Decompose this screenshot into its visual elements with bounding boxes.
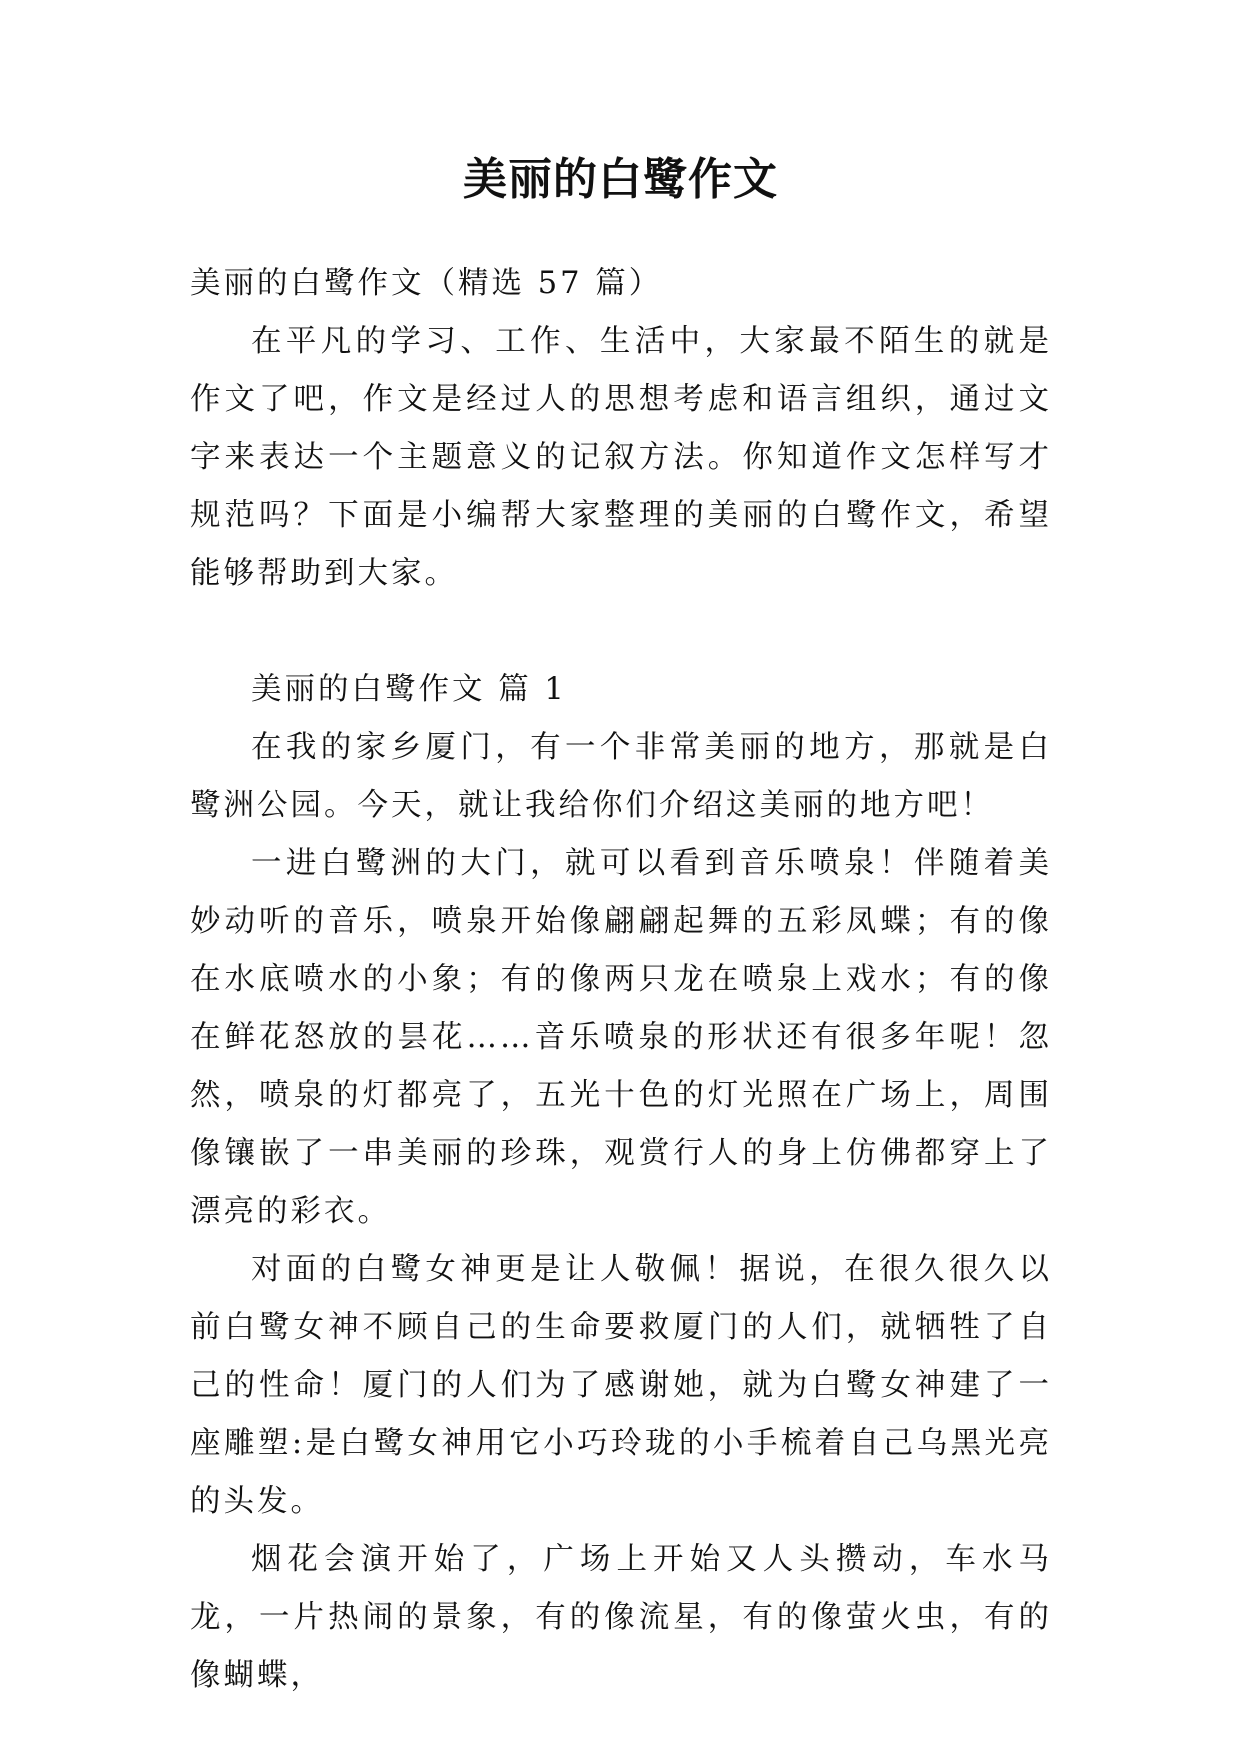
- document-title: 美丽的白鹭作文: [463, 154, 778, 205]
- section-heading: 美丽的白鹭作文 篇 1: [251, 672, 567, 707]
- body-paragraph: 一进白鹭洲的大门，就可以看到音乐喷泉！伴随着美妙动听的音乐，喷泉开始像翩翩起舞的五彩凤蝶；有的像在水底喷水的小象；有的像两只龙在喷泉上戏水；有的像在鲜花怒放的昙花……音乐喷泉的形状还有很多年呢！忽然，喷泉的灯都亮了，五光十色的灯光照在广场上，周围像镶嵌了一串美丽的珍珠，观赏行人的身上仿佛都穿上了漂亮的彩衣。: [190, 846, 1052, 1229]
- document-body: [190, 255, 1052, 1705]
- section-spacer: [190, 603, 1052, 661]
- body-paragraph: 烟花会演开始了，广场上开始又人头攒动，车水马龙，一片热闹的景象，有的像流星，有的像萤火虫，有的像蝴蝶，: [190, 1542, 1052, 1693]
- intro-paragraph: 在平凡的学习、工作、生活中，大家最不陌生的就是作文了吧，作文是经过人的思想考虑和语言组织，通过文字来表达一个主题意义的记叙方法。你知道作文怎样写才规范吗？下面是小编帮大家整理的美丽的白鹭作文，希望能够帮助到大家。: [190, 324, 1052, 591]
- document-subtitle: 美丽的白鹭作文（精选 57 篇）: [190, 266, 663, 301]
- body-paragraph: 对面的白鹭女神更是让人敬佩！据说，在很久很久以前白鹭女神不顾自己的生命要救厦门的人们，就牺牲了自己的性命！厦门的人们为了感谢她，就为白鹭女神建了一座雕塑:是白鹭女神用它小巧玲珑的小手梳着自己乌黑光亮的头发。: [190, 1252, 1052, 1519]
- body-paragraph: 在我的家乡厦门，有一个非常美丽的地方，那就是白鹭洲公园。今天，就让我给你们介绍这美丽的地方吧！: [190, 730, 1052, 823]
